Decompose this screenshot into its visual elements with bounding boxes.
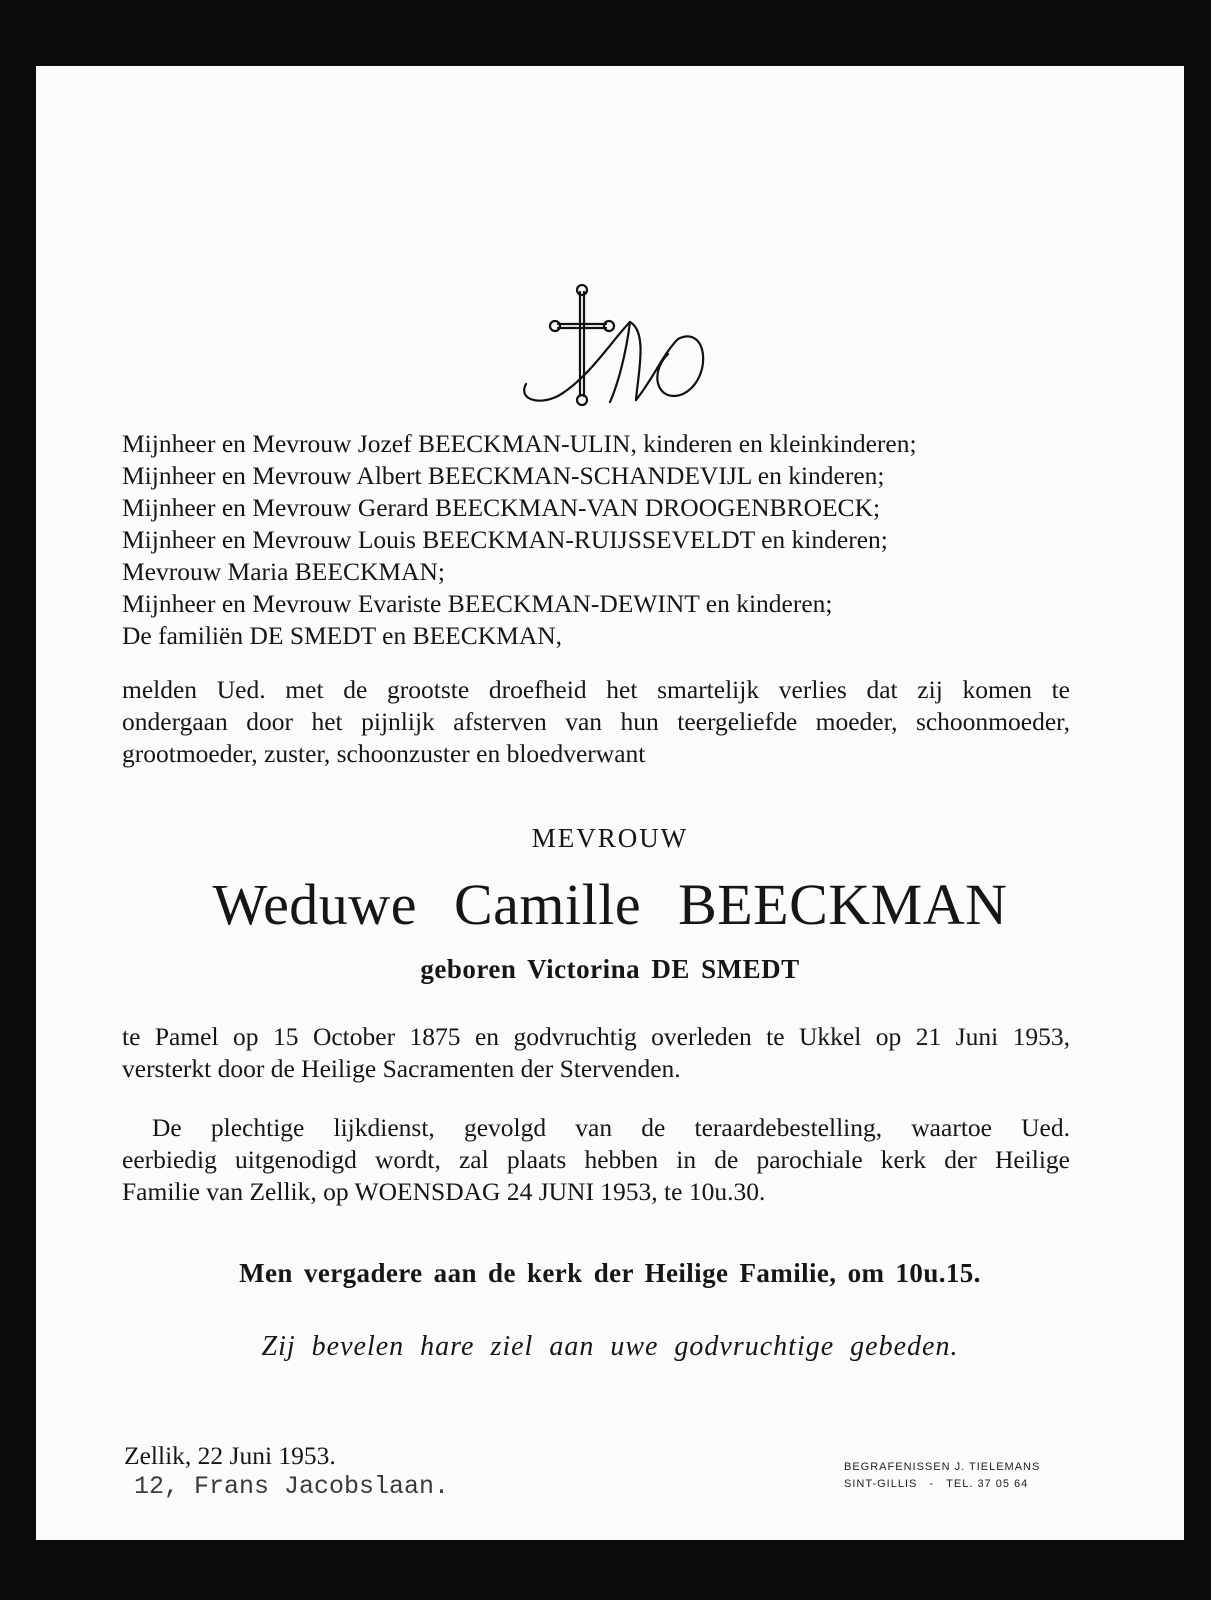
mourner-line: Mijnheer en Mevrouw Gerard BEECKMAN-VAN DROOGENBROECK;: [122, 493, 881, 522]
announcement-line: ondergaan door het pijnlijk afsterven van hun teergeliefde moeder, schoonmoeder,: [122, 707, 1070, 736]
dates-line: te Pamel op 15 October 1875 en godvruchtig overleden te Ukkel op 21 Juni 1953,: [122, 1022, 1070, 1051]
mourner-line: Mijnheer en Mevrouw Albert BEECKMAN-SCHANDEVIJL en kinderen;: [122, 461, 885, 490]
mourner-line: Mijnheer en Mevrouw Jozef BEECKMAN-ULIN, kinderen en kleinkinderen;: [122, 429, 917, 458]
mourner-line: De familiën DE SMEDT en BEECKMAN,: [122, 621, 563, 650]
announcement-line: melden Ued. met de grootste droefheid het smartelijk verlies dat zij komen te: [122, 675, 1070, 704]
undertaker-contact: SINT-GILLIS - TEL. 37 05 64: [844, 1478, 1029, 1490]
announcement-line: grootmoeder, zuster, schoonzuster en bloedverwant: [122, 739, 646, 768]
mourner-line: Mijnheer en Mevrouw Evariste BEECKMAN-DEWINT en kinderen;: [122, 589, 833, 618]
service-line: eerbiedig uitgenodigd wordt, zal plaats hebben in de parochiale kerk der Heilige: [122, 1145, 1070, 1174]
mourner-line: Mijnheer en Mevrouw Louis BEECKMAN-RUIJSSEVELDT en kinderen;: [122, 525, 888, 554]
cross-monogram-icon: [518, 284, 718, 414]
dates-line: versterkt door de Heilige Sacramenten der Stervenden.: [122, 1054, 681, 1083]
place-date: Zellik, 22 Juni 1953.: [124, 1441, 336, 1470]
maiden-name: geboren Victorina DE SMEDT: [420, 954, 800, 984]
typed-address: 12, Frans Jacobslaan.: [134, 1472, 450, 1501]
mourner-line: Mevrouw Maria BEECKMAN;: [122, 557, 445, 586]
service-line: Familie van Zellik, op WOENSDAG 24 JUNI 1953, te 10u.30.: [122, 1177, 766, 1206]
deceased-title: MEVROUW: [531, 823, 689, 853]
memorial-card: [36, 66, 1184, 1540]
deceased-name: Weduwe Camille BEECKMAN: [212, 872, 1008, 937]
commendation: Zij bevelen hare ziel aan uwe godvruchtige gebeden.: [261, 1331, 959, 1362]
service-line: De plechtige lijkdienst, gevolgd van de teraardebestelling, waartoe Ued.: [152, 1113, 1070, 1142]
assembly-notice: Men vergadere aan de kerk der Heilige Familie, om 10u.15.: [239, 1258, 981, 1288]
undertaker-name: BEGRAFENISSEN J. TIELEMANS: [844, 1461, 1041, 1473]
